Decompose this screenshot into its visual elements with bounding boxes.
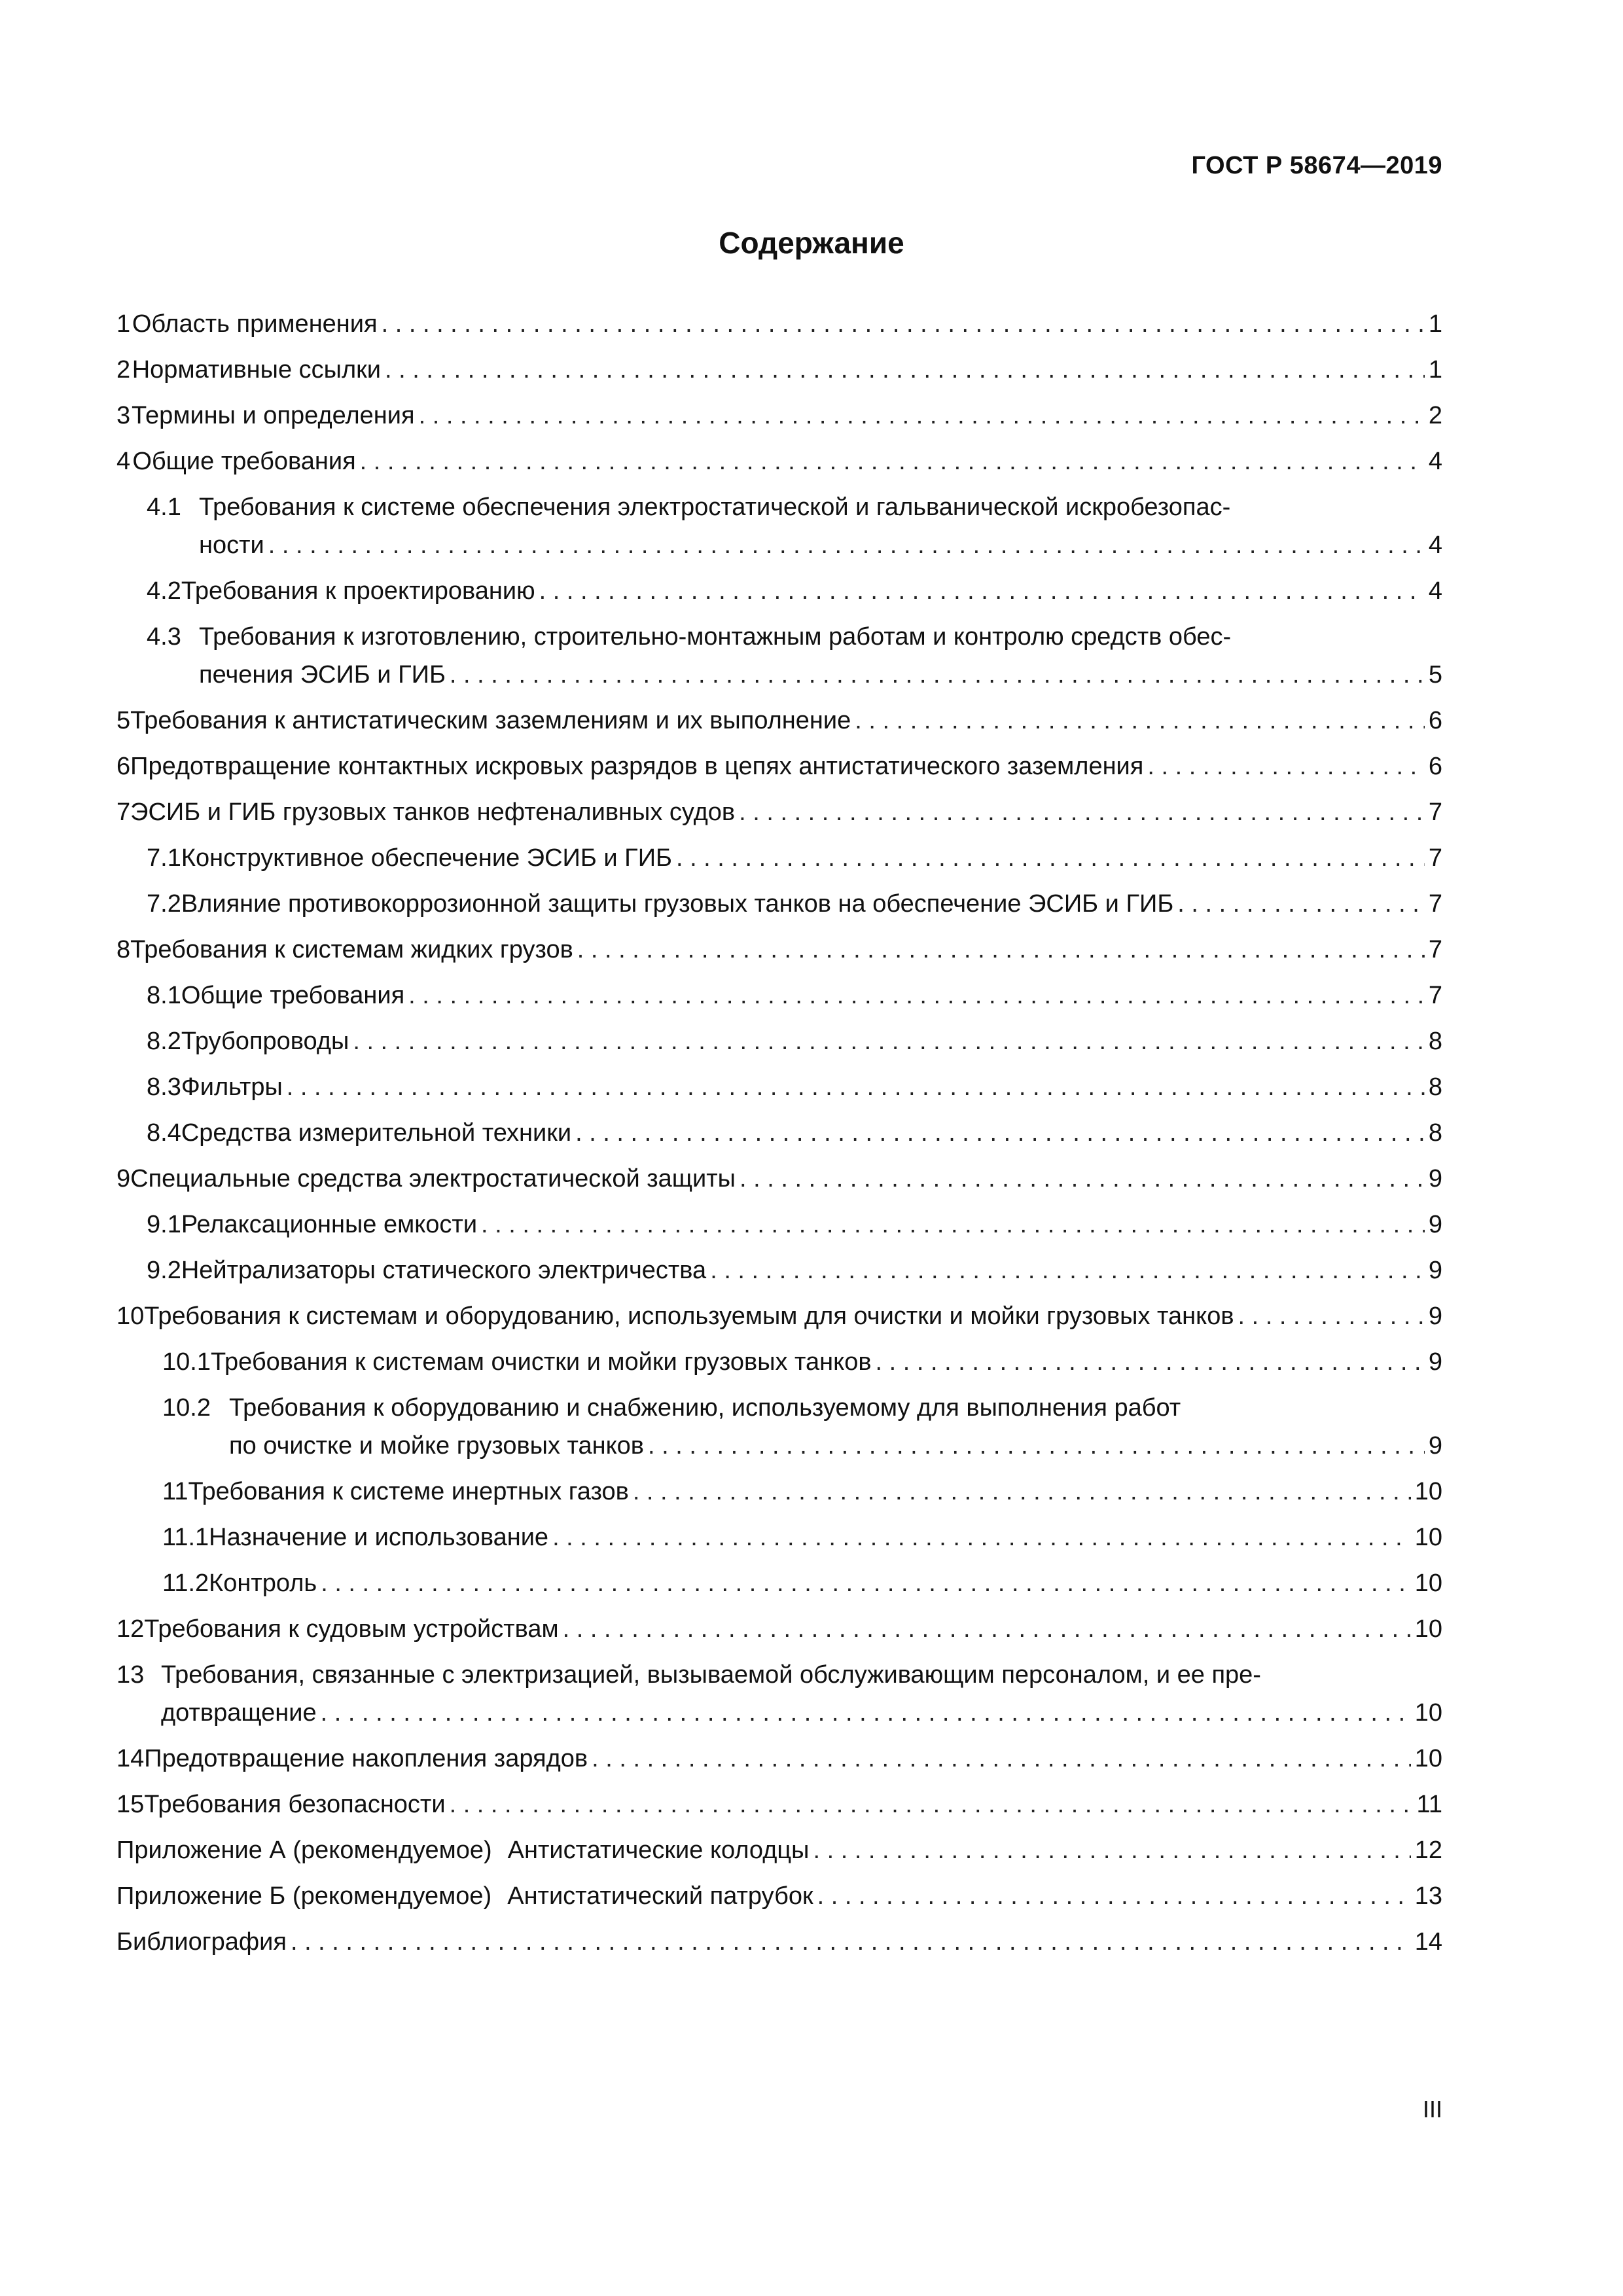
appendix-label: Приложение А (рекомендуемое) [116, 1837, 492, 1864]
toc-entry-page: 9 [1428, 1348, 1442, 1376]
toc-entry-number: 9 [116, 1165, 131, 1193]
dot-leader [1147, 747, 1424, 785]
dot-leader [817, 1877, 1411, 1915]
toc-entry[interactable] [116, 885, 1442, 923]
dot-leader [291, 1923, 1411, 1961]
toc-entry-number: 10.1 [162, 1348, 211, 1376]
toc-entry-page: 10 [1414, 1699, 1442, 1727]
toc-entry[interactable] [116, 1068, 1442, 1106]
toc-entry-title: Требования к проектированию [181, 577, 535, 605]
toc-entry-page: 9 [1428, 1257, 1442, 1284]
toc-entry[interactable] [116, 397, 1442, 435]
toc-entry-page: 1 [1428, 310, 1442, 338]
toc-entry-page: 4 [1428, 531, 1442, 559]
toc-entry-page: 4 [1428, 448, 1442, 475]
toc-entry-number: 5 [116, 707, 131, 734]
toc-entry-number: 8.3 [147, 1073, 181, 1101]
dot-leader [710, 1251, 1425, 1289]
toc-entry[interactable] [116, 793, 1442, 831]
toc-entry-page: 10 [1414, 1570, 1442, 1597]
toc-entry-page: 6 [1428, 753, 1442, 780]
toc-entry-number: 8.2 [147, 1028, 181, 1055]
toc-entry[interactable] [116, 1297, 1442, 1335]
toc-entry-page: 14 [1414, 1928, 1442, 1956]
toc-entry-title: Требования к системам и оборудованию, используемым для очистки и мойки грузовых танков [144, 1302, 1234, 1330]
toc-entry-page: 10 [1414, 1745, 1442, 1772]
toc-entry[interactable] [116, 305, 1442, 343]
page-number: III [1422, 2096, 1442, 2123]
toc-entry-title: Контроль [209, 1570, 317, 1597]
dot-leader [450, 656, 1425, 694]
toc-entry-number: 8.4 [147, 1119, 181, 1147]
toc-entry-page: 8 [1428, 1073, 1442, 1101]
toc-entry-page: 6 [1428, 707, 1442, 734]
toc-entry-title: Требования, связанные с электризацией, вызываемой обслуживающим персоналом, и ее пре- [161, 1661, 1261, 1689]
toc-entry-title: Назначение и использование [209, 1524, 549, 1551]
toc-entry-page: 2 [1428, 402, 1442, 429]
toc-entry[interactable] [116, 1160, 1442, 1198]
dot-leader [648, 1427, 1425, 1465]
toc-entry[interactable] [116, 572, 1442, 610]
toc-entry-number: 4.1 [147, 493, 181, 521]
toc-entry-title: Требования к оборудованию и снабжению, используемому для выполнения работ [229, 1394, 1181, 1422]
toc-entry-title: Трубопроводы [181, 1028, 349, 1055]
dot-leader [575, 1114, 1425, 1152]
dot-leader [382, 305, 1425, 343]
dot-leader [739, 793, 1425, 831]
dot-leader [385, 351, 1425, 389]
dot-leader [633, 1473, 1411, 1511]
dot-leader [1238, 1297, 1425, 1335]
dot-leader [321, 1564, 1411, 1602]
toc-entry-title: Библиография [116, 1928, 287, 1956]
toc-entry-title: Требования к системам жидких грузов [130, 936, 573, 963]
dot-leader [450, 1785, 1413, 1823]
toc-entry-title-continued: печения ЭСИБ и ГИБ [199, 661, 446, 689]
toc-entry-title: Требования к системам очистки и мойки грузовых танков [210, 1348, 872, 1376]
toc-entry-title: Предотвращение накопления зарядов [144, 1745, 588, 1772]
toc-entry-number: 8.1 [147, 982, 181, 1009]
toc-entry[interactable] [116, 1251, 1442, 1289]
toc-entry-page: 10 [1414, 1524, 1442, 1551]
toc-entry-number: 1 [116, 310, 131, 338]
toc-entry[interactable] [116, 1610, 1442, 1648]
toc-entry-bibliography[interactable] [116, 1923, 1442, 1961]
dot-leader [577, 931, 1425, 969]
toc-entry-page: 9 [1428, 1211, 1442, 1238]
toc-entry-page: 7 [1428, 890, 1442, 918]
document-code: ГОСТ Р 58674—2019 [1191, 152, 1442, 179]
toc-entry-number: 7 [116, 798, 131, 826]
toc-entry[interactable] [116, 1564, 1442, 1602]
dot-leader [321, 1694, 1411, 1732]
toc-entry[interactable] [116, 702, 1442, 740]
toc-entry[interactable] [116, 1656, 1442, 1732]
toc-entry-page: 13 [1414, 1882, 1442, 1910]
toc-entry-number: 4.2 [147, 577, 181, 605]
toc-entry-number: 4.3 [147, 623, 181, 651]
toc-entry-title: Общие требования [181, 982, 405, 1009]
toc-entry-page: 10 [1414, 1615, 1442, 1643]
toc-entry-number: 2 [116, 356, 131, 384]
table-of-contents [116, 305, 1442, 1969]
toc-entry-page: 1 [1428, 356, 1442, 384]
toc-entry[interactable] [116, 1022, 1442, 1060]
toc-entry-number: 7.2 [147, 890, 181, 918]
toc-entry-page: 7 [1428, 936, 1442, 963]
dot-leader [419, 397, 1425, 435]
toc-entry-page: 10 [1414, 1478, 1442, 1505]
dot-leader [813, 1831, 1410, 1869]
toc-title: Содержание [719, 226, 904, 260]
toc-entry-title: Предотвращение контактных искровых разрядов в цепях антистатического заземления [130, 753, 1144, 780]
dot-leader [563, 1610, 1411, 1648]
toc-entry[interactable] [116, 839, 1442, 877]
toc-entry-title: Требования безопасности [144, 1791, 446, 1818]
toc-entry[interactable] [116, 1343, 1442, 1381]
toc-entry[interactable] [116, 931, 1442, 969]
toc-entry-page: 5 [1428, 661, 1442, 689]
toc-entry-title: Конструктивное обеспечение ЭСИБ и ГИБ [181, 844, 672, 872]
toc-entry-title: Общие требования [132, 448, 356, 475]
toc-entry[interactable] [116, 488, 1442, 564]
dot-leader [287, 1068, 1425, 1106]
toc-entry-number: 8 [116, 936, 131, 963]
toc-entry-number: 11.2 [162, 1570, 209, 1597]
toc-entry-title: Нормативные ссылки [132, 356, 382, 384]
toc-entry-title: Требования к системе обеспечения электростатической и гальванической искробезопас- [199, 493, 1231, 521]
toc-entry-title: Антистатические колодцы [507, 1837, 810, 1864]
toc-entry-number: 12 [116, 1615, 145, 1643]
dot-leader [1177, 885, 1425, 923]
toc-entry[interactable] [116, 1473, 1442, 1511]
toc-entry-number: 13 [116, 1661, 145, 1689]
toc-entry-title-continued: ности [199, 531, 264, 559]
toc-entry-title: Нейтрализаторы статического электричества [181, 1257, 707, 1284]
toc-entry-number: 11 [162, 1478, 188, 1505]
toc-entry[interactable] [116, 442, 1442, 480]
dot-leader [855, 702, 1425, 740]
toc-entry-number: 3 [116, 402, 131, 429]
toc-entry-number: 6 [116, 753, 131, 780]
toc-entry-page: 11 [1416, 1791, 1442, 1818]
toc-entry-title: Антистатический патрубок [507, 1882, 813, 1910]
toc-entry-number: 4 [116, 448, 131, 475]
toc-entry-title: Требования к системе инертных газов [188, 1478, 629, 1505]
appendix-label: Приложение Б (рекомендуемое) [116, 1882, 492, 1910]
toc-entry-page: 7 [1428, 798, 1442, 826]
toc-entry-number: 10 [116, 1302, 145, 1330]
toc-entry-title: Влияние противокоррозионной защиты грузовых танков на обеспечение ЭСИБ и ГИБ [181, 890, 1174, 918]
toc-entry-title: Термины и определения [131, 402, 415, 429]
dot-leader [360, 442, 1425, 480]
toc-entry[interactable] [116, 747, 1442, 785]
dot-leader [676, 839, 1425, 877]
toc-entry-page: 7 [1428, 844, 1442, 872]
dot-leader [408, 977, 1425, 1014]
toc-entry[interactable] [116, 977, 1442, 1014]
toc-entry-title-continued: дотвращение [161, 1699, 317, 1727]
toc-entry-page: 9 [1428, 1165, 1442, 1193]
toc-entry-number: 10.2 [162, 1394, 211, 1422]
toc-entry-page: 9 [1428, 1302, 1442, 1330]
dot-leader [592, 1740, 1411, 1778]
toc-entry-page: 4 [1428, 577, 1442, 605]
toc-entry-page: 7 [1428, 982, 1442, 1009]
dot-leader [268, 526, 1425, 564]
toc-entry-number: 15 [116, 1791, 145, 1818]
toc-entry[interactable] [116, 1518, 1442, 1556]
toc-entry-page: 8 [1428, 1028, 1442, 1055]
toc-entry-page: 12 [1414, 1837, 1442, 1864]
toc-entry-title-continued: по очистке и мойке грузовых танков [229, 1432, 644, 1460]
dot-leader [740, 1160, 1425, 1198]
toc-entry-number: 14 [116, 1745, 145, 1772]
toc-entry-number: 7.1 [147, 844, 181, 872]
toc-entry-title: Область применения [132, 310, 378, 338]
toc-entry[interactable] [116, 1740, 1442, 1778]
toc-entry-page: 8 [1428, 1119, 1442, 1147]
toc-entry[interactable] [116, 618, 1442, 694]
dot-leader [539, 572, 1425, 610]
toc-entry-title: Требования к изготовлению, строительно-монтажным работам и контролю средств обес- [199, 623, 1232, 651]
toc-entry-number: 11.1 [162, 1524, 209, 1551]
toc-entry-appendix[interactable] [116, 1831, 1442, 1869]
toc-entry-title: Фильтры [181, 1073, 283, 1101]
toc-entry-appendix[interactable] [116, 1877, 1442, 1915]
toc-entry[interactable] [116, 1206, 1442, 1244]
toc-entry[interactable] [116, 351, 1442, 389]
toc-entry[interactable] [116, 1114, 1442, 1152]
toc-entry[interactable] [116, 1389, 1442, 1465]
toc-entry-title: ЭСИБ и ГИБ грузовых танков нефтеналивных судов [130, 798, 736, 826]
dot-leader [353, 1022, 1425, 1060]
toc-entry[interactable] [116, 1785, 1442, 1823]
dot-leader [552, 1518, 1411, 1556]
dot-leader [876, 1343, 1425, 1381]
toc-entry-title: Специальные средства электростатической защиты [130, 1165, 736, 1193]
toc-entry-title: Средства измерительной техники [181, 1119, 572, 1147]
toc-entry-title: Требования к судовым устройствам [144, 1615, 559, 1643]
dot-leader [481, 1206, 1425, 1244]
toc-entry-page: 9 [1428, 1432, 1442, 1460]
toc-entry-title: Релаксационные емкости [181, 1211, 478, 1238]
toc-entry-title: Требования к антистатическим заземлениям и их выполнение [130, 707, 851, 734]
toc-entry-number: 9.1 [147, 1211, 181, 1238]
toc-entry-number: 9.2 [147, 1257, 181, 1284]
